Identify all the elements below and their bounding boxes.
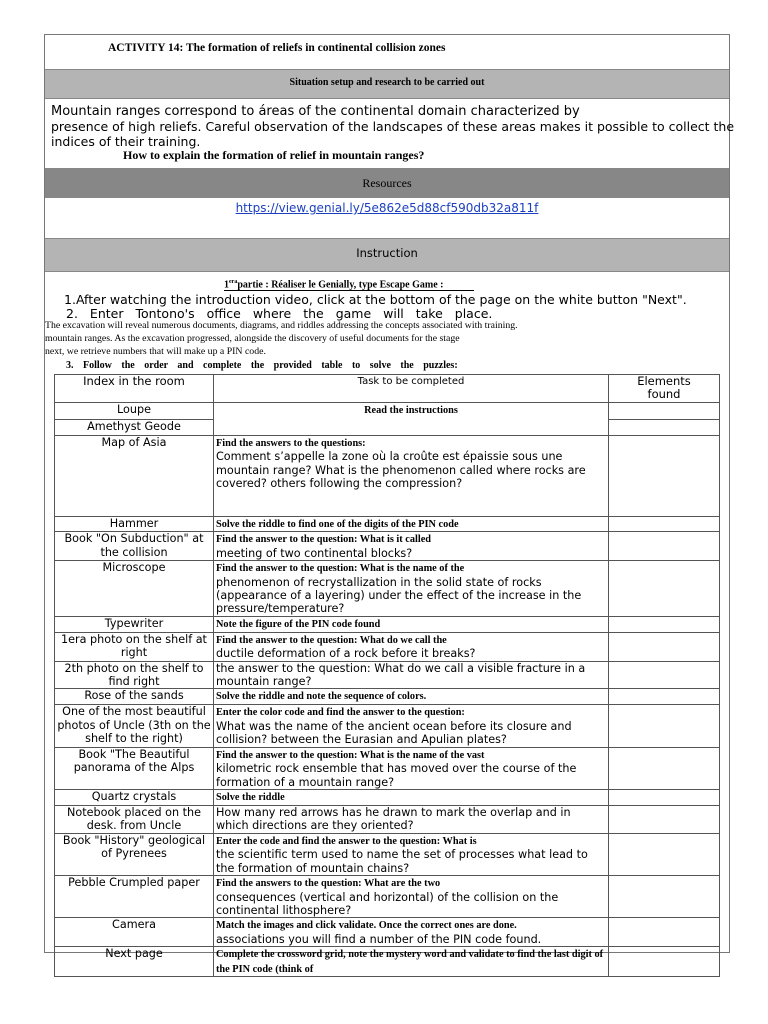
- key-question: How to explain the formation of relief in mountain ranges?: [123, 148, 425, 162]
- step-3-number: 3.: [66, 360, 74, 371]
- step-2: [66, 306, 492, 321]
- table-row: [55, 616, 720, 632]
- row-elements-found-cell[interactable]: [609, 561, 720, 617]
- task-text: What was the name of the ancient ocean before its closure and collision? between the Eurasian and Apulian plates?: [216, 719, 572, 747]
- row-index-cell: Camera: [55, 918, 214, 947]
- table-row: [55, 436, 720, 517]
- row-elements-found-cell[interactable]: [609, 403, 720, 420]
- step-3: [66, 360, 458, 371]
- row-index-cell: Map of Asia: [55, 436, 214, 517]
- task-text: the scientific term used to name the set of processes what lead to the formation of mountain chains?: [216, 848, 588, 875]
- situation-line-3: indices of their training.: [51, 134, 201, 149]
- resources-band: [45, 168, 729, 198]
- task-text: associations you will find a number of the PIN code found.: [216, 932, 542, 946]
- task-instruction: Solve the riddle and note the sequence of colors.: [216, 691, 427, 703]
- genially-link[interactable]: https://view.genial.ly/5e862e5d88cf590db32a811f: [235, 201, 539, 215]
- table-row: [55, 918, 720, 947]
- puzzle-table: [54, 374, 720, 977]
- situation-line-1: Mountain ranges correspond to áreas of the continental domain characterized by: [51, 104, 580, 119]
- row-task-cell: [214, 789, 609, 805]
- row-elements-found-cell[interactable]: [609, 805, 720, 833]
- row-index-cell: Next page: [55, 947, 214, 977]
- row-task-cell: [214, 918, 609, 947]
- table-row: [55, 705, 720, 747]
- row-index-cell: Amethyst Geode: [55, 420, 214, 436]
- step-3-text: Follow the order and complete the provided table to solve the puzzles:: [83, 360, 458, 371]
- part-heading-sup: era: [229, 279, 238, 285]
- row-index-cell: Hammer: [55, 517, 214, 532]
- task-instruction: Find the answer to the question: What is it called: [216, 534, 432, 546]
- table-row: [55, 532, 720, 561]
- task-text: Comment s’appelle la zone où la croûte est épaissie sous une mountain range? What is the phenomenon called where rocks are covered? others following the compression?: [216, 450, 586, 491]
- table-row: [55, 661, 720, 689]
- row-task-cell: [214, 632, 609, 661]
- task-instruction: Complete the crossword grid, note the mystery word and validate to find the last digit of the PIN code (think of: [216, 949, 604, 975]
- row-index-cell: Book "The Beautiful panorama of the Alps: [55, 747, 214, 789]
- header-elements: Elements found: [609, 375, 720, 403]
- row-elements-found-cell[interactable]: [609, 689, 720, 705]
- row-task-cell: [214, 805, 609, 833]
- step-1-text: After watching the introduction video, click at the bottom of the page on the white button "Next".: [75, 292, 687, 307]
- row-task-cell: [214, 403, 609, 436]
- task-text: meeting of two continental blocks?: [216, 546, 413, 560]
- row-elements-found-cell[interactable]: [609, 420, 720, 436]
- task-instruction: Find the answers to the question: What are the two: [216, 878, 441, 890]
- row-elements-found-cell[interactable]: [609, 661, 720, 689]
- instruction-label: Instruction: [356, 246, 418, 260]
- row-index-cell: 2th photo on the shelf to find right: [55, 661, 214, 689]
- task-instruction: Find the answers to the questions:: [216, 438, 366, 449]
- row-task-cell: [214, 876, 609, 918]
- task-instruction: Match the images and click validate. Once the correct ones are done.: [216, 920, 517, 932]
- row-index-cell: Book "On Subduction" at the collision: [55, 532, 214, 561]
- part-heading-text: partie : Réaliser le Genially, type Escape Game :: [237, 279, 444, 291]
- task-text: consequences (vertical and horizontal) of the collision on the continental lithosphere?: [216, 890, 559, 917]
- row-task-cell: [214, 833, 609, 875]
- step-1: [64, 292, 687, 307]
- row-task-cell: [214, 436, 609, 517]
- table-row: [55, 876, 720, 918]
- task-text: ductile deformation of a rock before it breaks?: [216, 647, 476, 661]
- row-elements-found-cell[interactable]: [609, 436, 720, 517]
- row-index-cell: Rose of the sands: [55, 689, 214, 705]
- part-heading-number: 1: [224, 279, 229, 291]
- task-instruction: Find the answer to the question: What is the name of the vast: [216, 749, 485, 761]
- row-elements-found-cell[interactable]: [609, 532, 720, 561]
- table-row: [55, 517, 720, 532]
- situation-label: Situation setup and research to be carried out: [289, 77, 485, 88]
- table-row: [55, 561, 720, 617]
- task-text: phenomenon of recrystallization in the solid state of rocks (appearance of a layering) under the effect of the increase in the pressure/temperature?: [216, 575, 582, 616]
- table-row: [55, 689, 720, 705]
- task-instruction: Enter the code and find the answer to the question: What is: [216, 835, 477, 847]
- row-elements-found-cell[interactable]: [609, 947, 720, 977]
- table-row: [55, 747, 720, 789]
- row-elements-found-cell[interactable]: [609, 616, 720, 632]
- row-elements-found-cell[interactable]: [609, 833, 720, 875]
- row-task-cell: [214, 561, 609, 617]
- task-text: kilometric rock ensemble that has moved over the course of the formation of a mountain range?: [216, 762, 577, 789]
- step-2-text: Enter Tontono's office where the game will take place.: [89, 306, 493, 321]
- row-index-cell: Typewriter: [55, 616, 214, 632]
- row-elements-found-cell[interactable]: [609, 747, 720, 789]
- task-instruction: Solve the riddle: [216, 791, 285, 803]
- header-task: Task to be completed: [214, 375, 609, 403]
- row-elements-found-cell[interactable]: [609, 789, 720, 805]
- row-task-cell: [214, 689, 609, 705]
- situation-line-2: presence of high reliefs. Careful observation of the landscapes of these areas makes it possible to collect the: [51, 119, 735, 134]
- task-instruction: Enter the color code and find the answer to the question:: [216, 707, 465, 719]
- row-task-cell: [214, 705, 609, 747]
- note-line-1: The excavation will reveal numerous documents, diagrams, and riddles addressing the concepts associated with training.: [45, 320, 518, 331]
- row-elements-found-cell[interactable]: [609, 632, 720, 661]
- table-row: [55, 805, 720, 833]
- row-index-cell: Loupe: [55, 403, 214, 420]
- table-row: [55, 403, 720, 420]
- task-text: How many red arrows has he drawn to mark the overlap and in which directions are they oriented?: [216, 805, 571, 833]
- table-row: [55, 632, 720, 661]
- row-index-cell: One of the most beautiful photos of Uncle (3th on the shelf to the right): [55, 705, 214, 747]
- task-instruction: Find the answer to the question: What do we call the: [216, 634, 447, 646]
- row-elements-found-cell[interactable]: [609, 876, 720, 918]
- table-row: [55, 789, 720, 805]
- step-1-number: 1.: [64, 292, 76, 307]
- row-task-cell: [214, 517, 609, 532]
- row-task-cell: [214, 747, 609, 789]
- row-index-cell: Pebble Crumpled paper: [55, 876, 214, 918]
- task-instruction: Solve the riddle to find one of the digits of the PIN code: [216, 519, 459, 530]
- row-task-cell: [214, 661, 609, 689]
- situation-band: [45, 69, 729, 99]
- row-index-cell: Quartz crystals: [55, 789, 214, 805]
- table-row: [55, 833, 720, 875]
- row-index-cell: Book "History" geological of Pyrenees: [55, 833, 214, 875]
- table-row: [55, 947, 720, 977]
- note-line-2: mountain ranges. As the excavation progressed, alongside the discovery of useful documents for the stage: [45, 333, 460, 344]
- header-index: Index in the room: [55, 375, 214, 403]
- note-line-3: next, we retrieve numbers that will make up a PIN code.: [45, 346, 266, 357]
- row-elements-found-cell[interactable]: [609, 705, 720, 747]
- instruction-band: [45, 238, 729, 272]
- row-task-cell: [214, 947, 609, 977]
- table-header-row: [55, 375, 720, 403]
- row-elements-found-cell[interactable]: [609, 517, 720, 532]
- row-elements-found-cell[interactable]: [609, 918, 720, 947]
- task-text: the answer to the question: What do we call a visible fracture in a mountain range?: [216, 661, 586, 689]
- task-instruction: Note the figure of the PIN code found: [216, 618, 381, 630]
- row-task-cell: [214, 616, 609, 632]
- resources-label: Resources: [362, 176, 412, 190]
- step-2-number: 2.: [66, 306, 78, 321]
- row-index-cell: 1era photo on the shelf at right: [55, 632, 214, 661]
- row-task-cell: [214, 532, 609, 561]
- row-index-cell: Microscope: [55, 561, 214, 617]
- activity-title: ACTIVITY 14: The formation of reliefs in continental collision zones: [108, 42, 446, 54]
- task-instruction: Find the answer to the question: What is the name of the: [216, 563, 465, 575]
- row-index-cell: Notebook placed on the desk. from Uncle: [55, 805, 214, 833]
- part-heading: [224, 279, 474, 291]
- task-instruction: Read the instructions: [364, 405, 458, 416]
